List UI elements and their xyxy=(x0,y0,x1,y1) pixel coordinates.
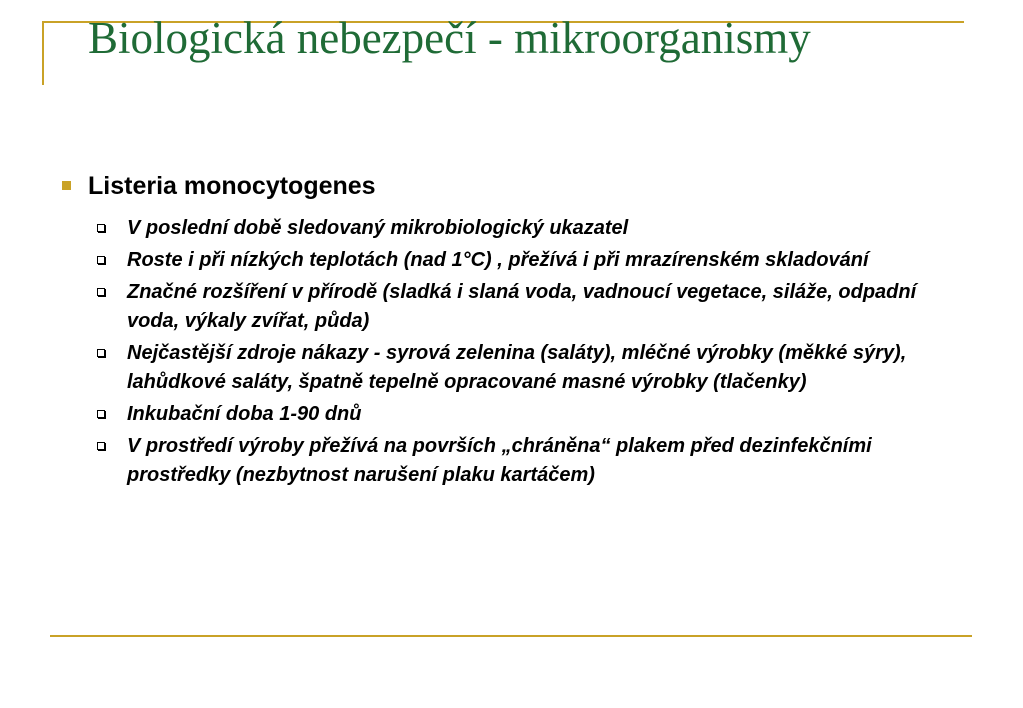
sub-bullet-item xyxy=(95,214,965,243)
sub-bullet-item xyxy=(95,432,965,490)
slide-title: Biologická nebezpečí - mikroorganismy xyxy=(88,13,811,63)
sub-bullet-item xyxy=(95,400,965,429)
bottom-decorative-line xyxy=(50,635,972,637)
main-bullet-text: Listeria monocytogenes xyxy=(88,172,376,200)
sub-bullet-text: Značné rozšíření v přírodě (sladká i slaná voda, vadnoucí vegetace, siláže, odpadní voda, výkaly zvířat, půda) xyxy=(127,281,917,332)
hollow-square-bullet-icon xyxy=(97,288,105,296)
hollow-square-bullet-icon xyxy=(97,349,105,357)
hollow-square-bullet-icon xyxy=(97,256,105,264)
hollow-square-bullet-icon xyxy=(97,410,105,418)
sub-bullet-item xyxy=(95,246,965,275)
sub-bullet-text: Roste i při nízkých teplotách (nad 1°C) , přežívá i při mrazírenském skladování xyxy=(127,249,869,271)
slide-content xyxy=(60,168,970,493)
sub-bullet-text: V prostředí výroby přežívá na površích „chráněna“ plakem před dezinfekčními prostředky (nezbytnost narušení plaku kartáčem) xyxy=(127,435,872,486)
sub-bullet-item xyxy=(95,339,965,397)
sub-bullet-item xyxy=(95,278,965,336)
hollow-square-bullet-icon xyxy=(97,224,105,232)
filled-square-bullet-icon xyxy=(62,181,71,190)
sub-bullet-text: Nejčastější zdroje nákazy - syrová zelenina (saláty), mléčné výrobky (měkké sýry), lahůdkové saláty, špatně tepelně opracované masné výrobky (tlačenky) xyxy=(127,342,907,393)
sub-bullet-list xyxy=(95,214,965,490)
main-bullet-item xyxy=(60,168,970,204)
hollow-square-bullet-icon xyxy=(97,442,105,450)
sub-bullet-text: Inkubační doba 1-90 dnů xyxy=(127,403,362,425)
left-decorative-line xyxy=(42,21,44,85)
sub-bullet-text: V poslední době sledovaný mikrobiologický ukazatel xyxy=(127,217,629,239)
